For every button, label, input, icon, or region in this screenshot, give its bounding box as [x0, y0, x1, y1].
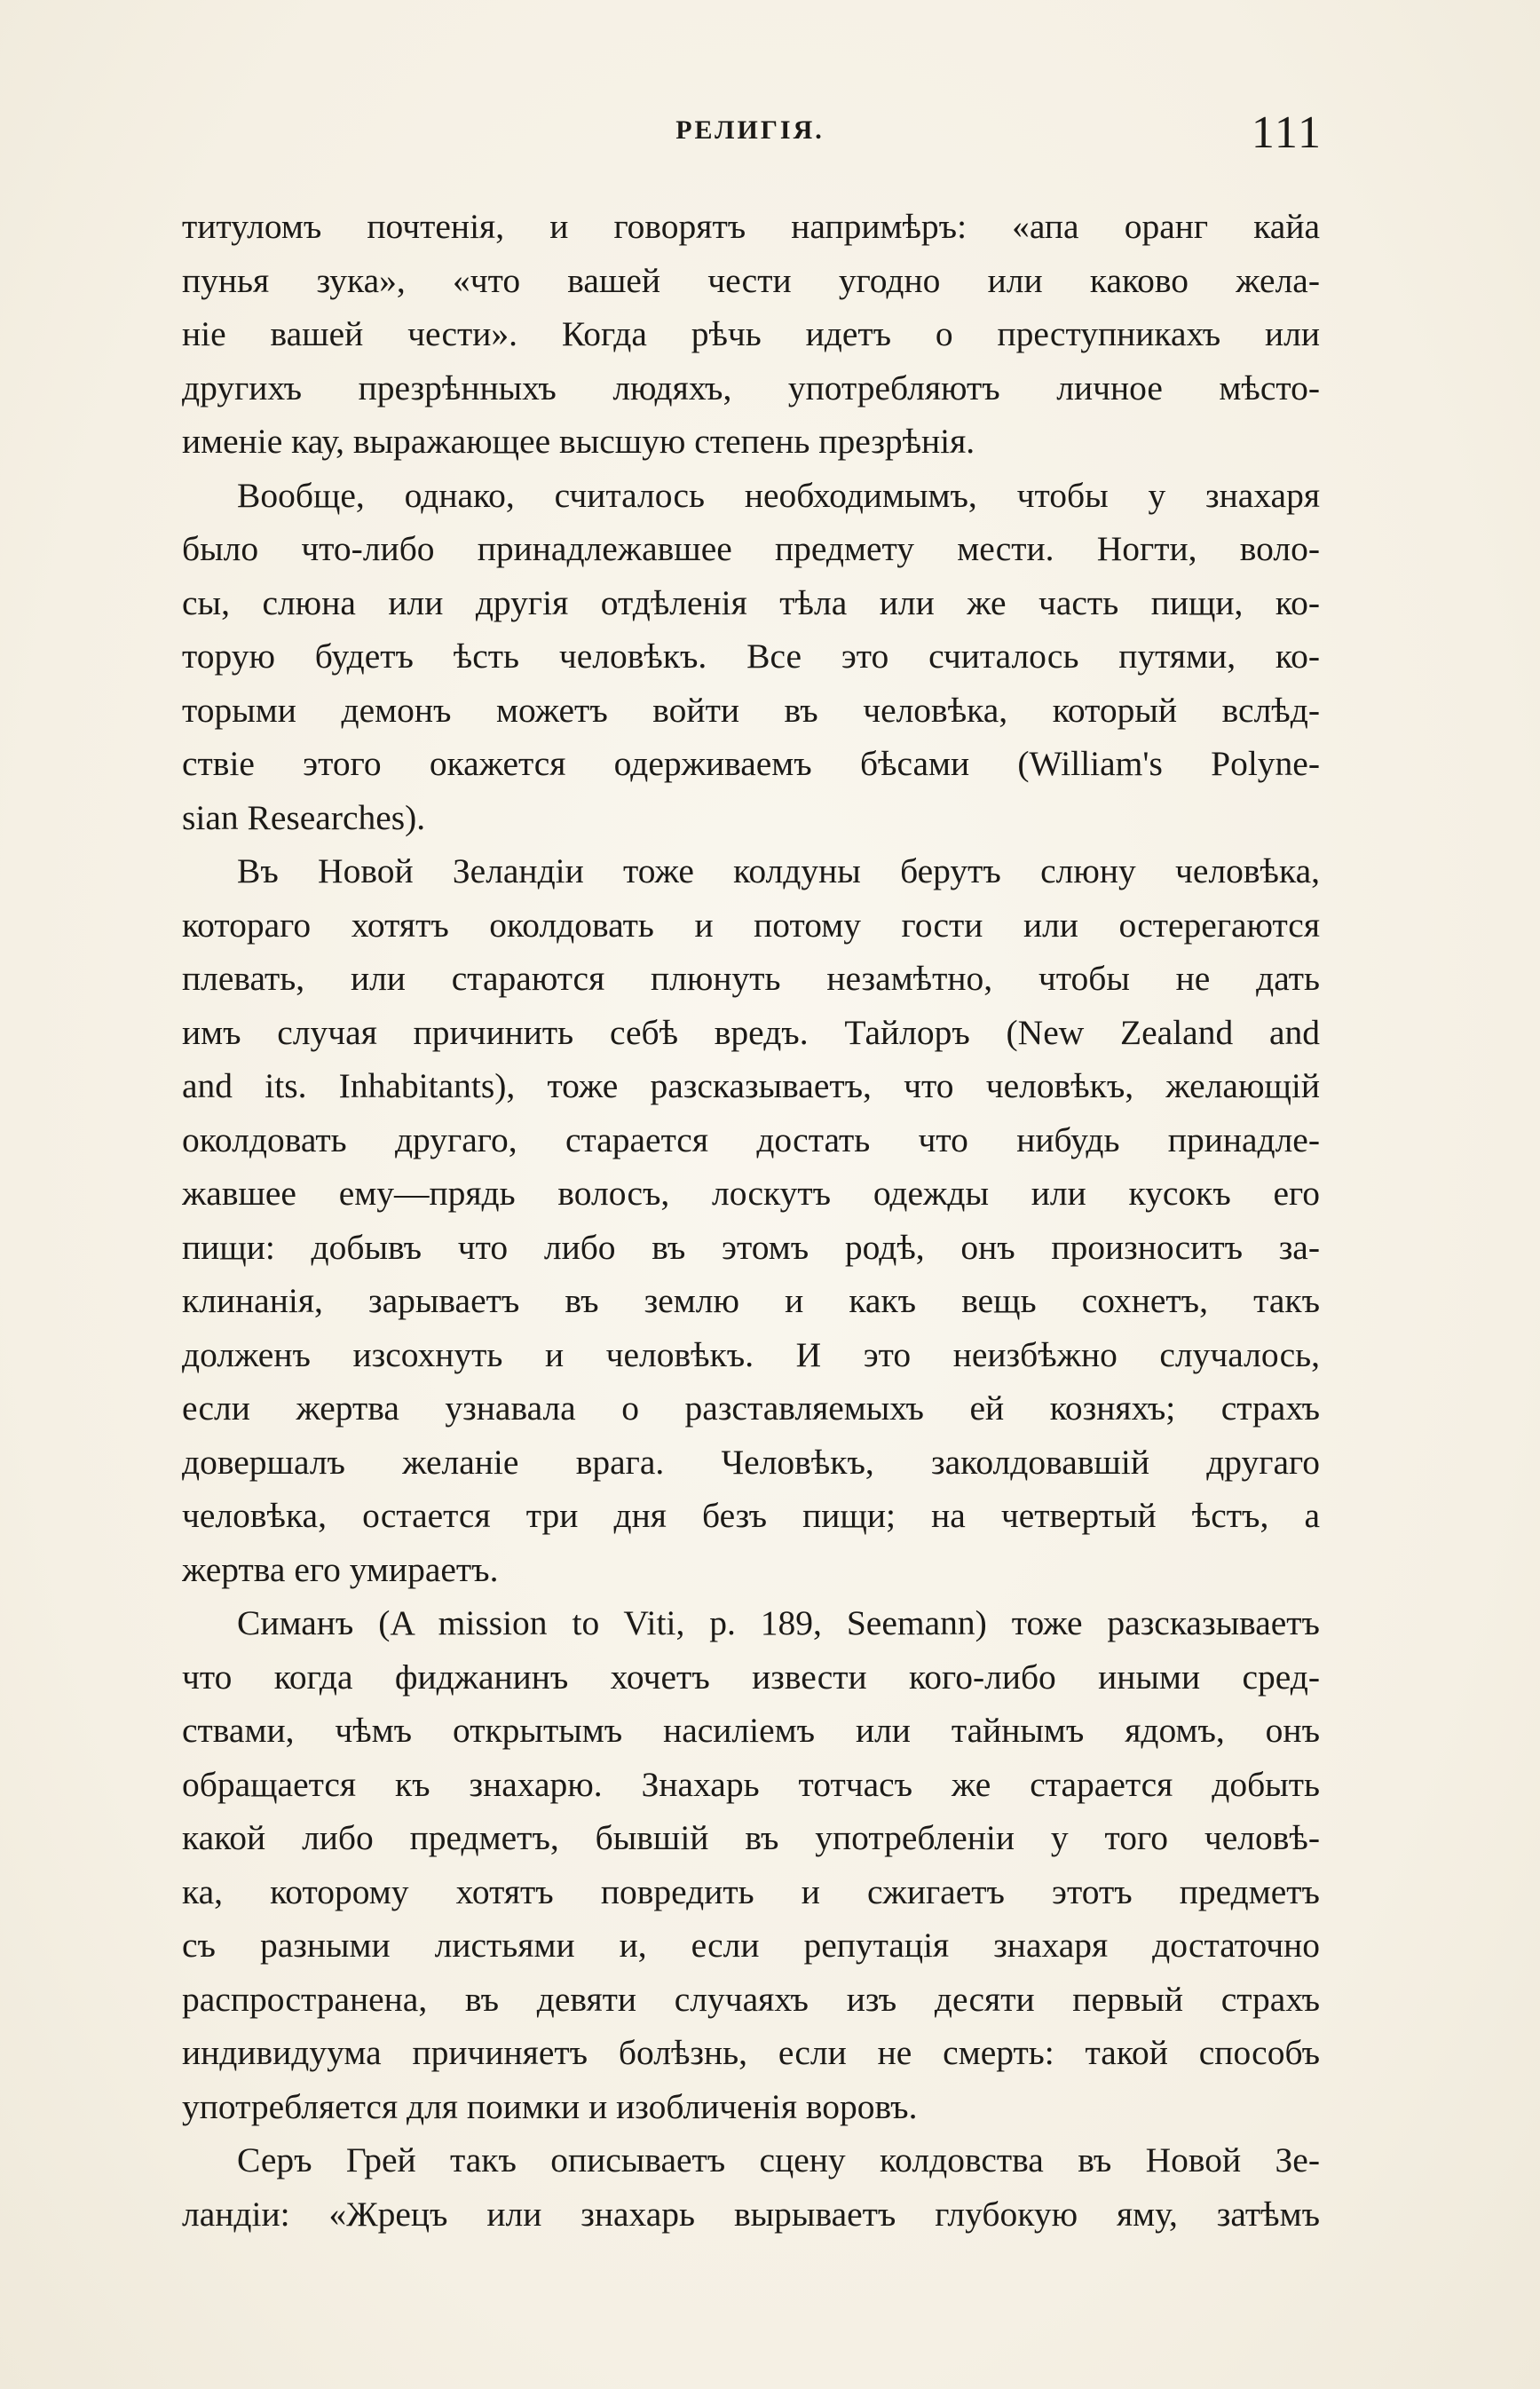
- text-line: плевать, или стараются плюнуть незамѣтно, чтобы не дать: [182, 959, 1320, 998]
- text-line: употребляется для поимки и изобличенія воровъ.: [182, 2086, 918, 2126]
- running-head: РЕЛИГІЯ.: [675, 115, 825, 145]
- text-line: торую будетъ ѣсть человѣкъ. Все это считалось путями, ко-: [182, 637, 1320, 676]
- text-line: сы, слюна или другія отдѣленія тѣла или же часть пищи, ко-: [182, 582, 1320, 622]
- text-line: другихъ презрѣнныхъ людяхъ, употребляютъ личное мѣсто-: [182, 368, 1320, 407]
- text-line: довершалъ желаніе врага. Человѣкъ, заколдовавшій другаго: [182, 1442, 1320, 1482]
- page-header: [178, 107, 1323, 169]
- text-line: человѣка, остается три дня безъ пищи; на четвертый ѣстъ, а: [182, 1496, 1320, 1535]
- body-text: [182, 200, 1320, 2241]
- paragraph: [182, 469, 1320, 845]
- text-line: если жертва узнавала о разставляемыхъ ей козняхъ; страхъ: [182, 1388, 1320, 1428]
- text-line: было что-либо принадлежавшее предмету мести. Ногти, воло-: [182, 529, 1320, 568]
- text-line: обращается къ знахарю. Знахарь тотчасъ же старается добыть: [182, 1764, 1320, 1804]
- text-line: ствами, чѣмъ открытымъ насиліемъ или тайнымъ ядомъ, онъ: [182, 1711, 1320, 1750]
- text-line: какой либо предметъ, бывшій въ употребленіи у того человѣ-: [182, 1818, 1320, 1857]
- paragraph: [182, 200, 1320, 469]
- text-line: торыми демонъ можетъ войти въ человѣка, который вслѣд-: [182, 690, 1320, 730]
- text-line: котораго хотятъ околдовать и потому гости или остерегаются: [182, 905, 1320, 945]
- text-line: титуломъ почтенія, и говорятъ напримѣръ: «апа оранг кайа: [182, 207, 1320, 246]
- text-line: съ разными листьями и, если репутація знахаря достаточно: [182, 1926, 1320, 1965]
- text-line: ландіи: «Жрецъ или знахарь вырываетъ глубокую яму, затѣмъ: [182, 2194, 1320, 2234]
- text-line: Вообще, однако, считалось необходимымъ, чтобы у знахаря: [237, 475, 1320, 515]
- text-line: индивидуума причиняетъ болѣзнь, если не смерть: такой способъ: [182, 2033, 1320, 2072]
- text-line: ніе вашей чести». Когда рѣчь идетъ о преступникахъ или: [182, 314, 1320, 353]
- paragraph: [182, 1596, 1320, 2133]
- text-line: распространена, въ девяти случаяхъ изъ десяти первый страхъ: [182, 1979, 1320, 2019]
- text-line: пунья зука», «что вашей чести угодно или каково жела-: [182, 260, 1320, 300]
- paragraph: [182, 844, 1320, 1596]
- page-number: 111: [1251, 107, 1323, 158]
- text-line: Въ Новой Зеландіи тоже колдуны берутъ слюну человѣка,: [237, 851, 1320, 890]
- text-line: околдовать другаго, старается достать что нибудь принадле-: [182, 1119, 1320, 1159]
- text-line: жавшее ему—прядь волосъ, лоскутъ одежды или кусокъ его: [182, 1174, 1320, 1213]
- text-line: жертва его умираетъ.: [182, 1549, 499, 1589]
- text-line: клинанія, зарываетъ въ землю и какъ вещь сохнетъ, такъ: [182, 1281, 1320, 1320]
- text-line: Серъ Грей такъ описываетъ сцену колдовства въ Новой Зе-: [237, 2140, 1320, 2179]
- paragraph: [182, 2133, 1320, 2241]
- text-line: что когда фиджанинъ хочетъ извести кого-либо иными сред-: [182, 1657, 1320, 1697]
- text-line: ствіе этого окажется одерживаемъ бѣсами (William's Polyne-: [182, 744, 1320, 783]
- text-line: именіе кау, выражающее высшую степень презрѣнія.: [182, 422, 975, 461]
- text-line: имъ случая причинить себѣ вредъ. Тайлоръ (New Zealand and: [182, 1012, 1320, 1052]
- text-line: долженъ изсохнуть и человѣкъ. И это неизбѣжно случалось,: [182, 1334, 1320, 1374]
- text-line: пищи: добывъ что либо въ этомъ родѣ, онъ произноситъ за-: [182, 1227, 1320, 1267]
- text-line: Симанъ (A mission to Viti, p. 189, Seemann) тоже разсказываетъ: [237, 1603, 1320, 1642]
- text-line: sian Researches).: [182, 797, 426, 837]
- text-line: and its. Inhabitants), тоже разсказываетъ, что человѣкъ, желающій: [182, 1066, 1320, 1105]
- text-line: ка, которому хотятъ повредить и сжигаетъ этотъ предметъ: [182, 1871, 1320, 1911]
